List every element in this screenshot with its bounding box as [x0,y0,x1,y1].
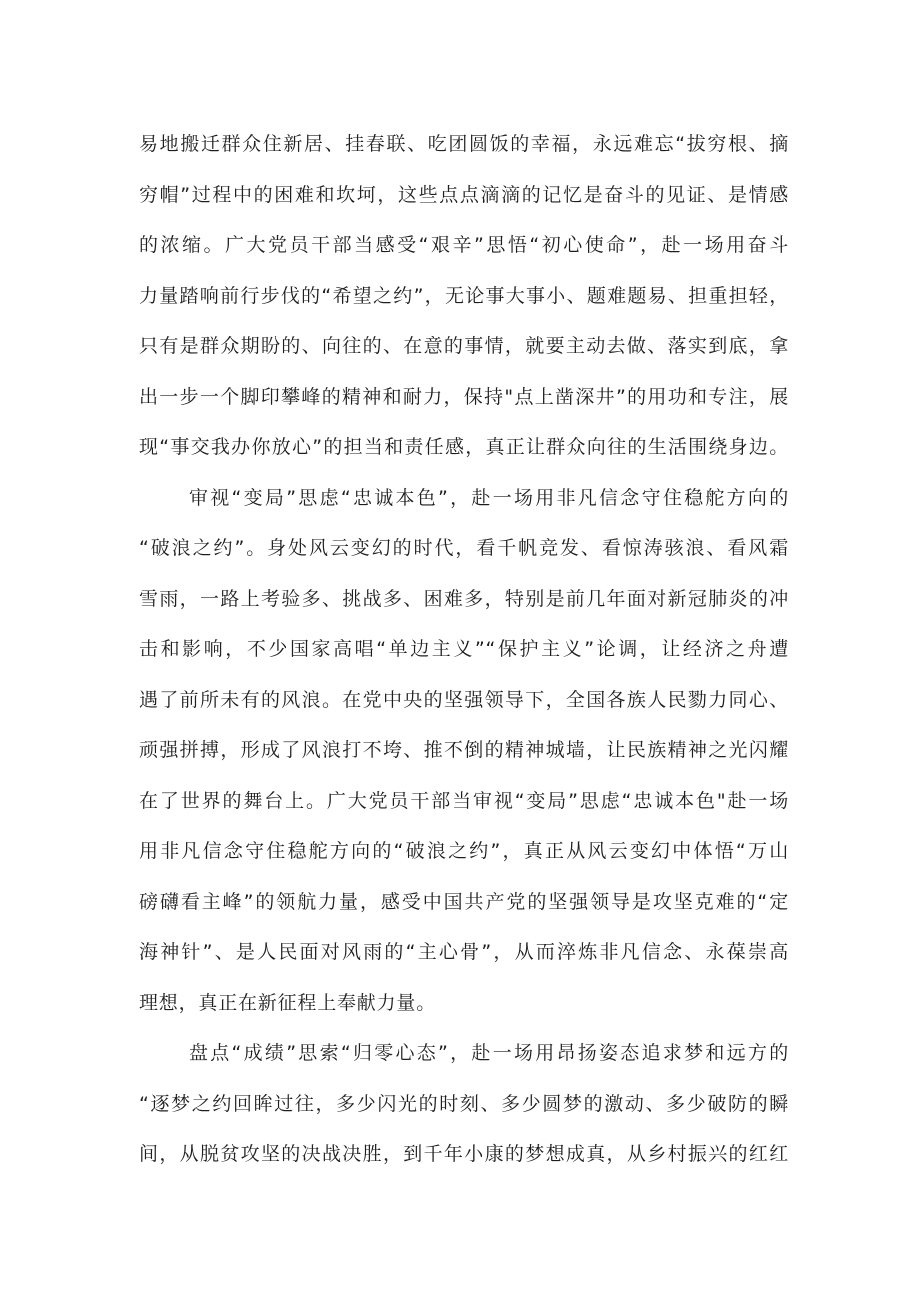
text-line: 盘点“成绩”思索“归零心态”，赴一场用昂扬姿态追求梦和远方的 [189,1042,789,1064]
text-line: 易地搬迁群众住新居、挂春联、吃团圆饭的幸福，永远难忘“拔穷根、摘 [139,133,789,155]
text-line: 穷帽”过程中的困难和坎坷，这些点点滴滴的记忆是奋斗的见证、是情感 [139,184,789,206]
text-line: 间，从脱贫攻坚的决战决胜，到千年小康的梦想成真，从乡村振兴的红红 [139,1143,789,1165]
text-line: 出一步一个脚印攀峰的精神和耐力，保持"点上凿深井”的用功和专注，展 [139,386,789,408]
text-line: 遇了前所未有的风浪。在党中央的坚强领导下，全国各族人民勠力同心、 [139,689,789,711]
text-line: 只有是群众期盼的、向往的、在意的事情，就要主动去做、落实到底，拿 [139,335,789,357]
text-line: 击和影响，不少国家高唱“单边主义”“保护主义”论调，让经济之舟遭 [139,638,789,660]
text-line: 审视“变局”思虑“忠诚本色”，赴一场用非凡信念守住稳舵方向的 [189,487,789,509]
text-line: 力量踏响前行步伐的“希望之约”，无论事大事小、题难题易、担重担轻， [139,285,789,307]
text-line: 现“事交我办你放心”的担当和责任感，真正让群众向往的生活围绕身边。 [139,436,789,458]
text-line: 的浓缩。广大党员干部当感受“艰辛”思悟“初心使命”，赴一场用奋斗 [139,234,789,256]
text-line: 雪雨，一路上考验多、挑战多、困难多，特别是前几年面对新冠肺炎的冲 [139,588,789,610]
text-line: 理想，真正在新征程上奉献力量。 [139,992,437,1014]
text-line: 用非凡信念守住稳舵方向的“破浪之约”，真正从风云变幻中体悟“万山 [139,840,789,862]
text-line: “逐梦之约回眸过往，多少闪光的时刻、多少圆梦的激动、多少破防的瞬 [139,1093,789,1115]
text-line: 顽强拼搏，形成了风浪打不垮、推不倒的精神城墙，让民族精神之光闪耀 [139,739,789,761]
text-line: 在了世界的舞台上。广大党员干部当审视“变局”思虑“忠诚本色"赴一场 [139,790,789,812]
text-line: 海神针”、是人民面对风雨的“主心骨”，从而淬炼非凡信念、永葆崇高 [139,941,789,963]
text-line: “破浪之约”。身处风云变幻的时代，看千帆竞发、看惊涛骇浪、看风霜 [139,537,789,559]
text-line: 磅礴看主峰”的领航力量，感受中国共产党的坚强领导是攻坚克难的“定 [139,891,789,913]
